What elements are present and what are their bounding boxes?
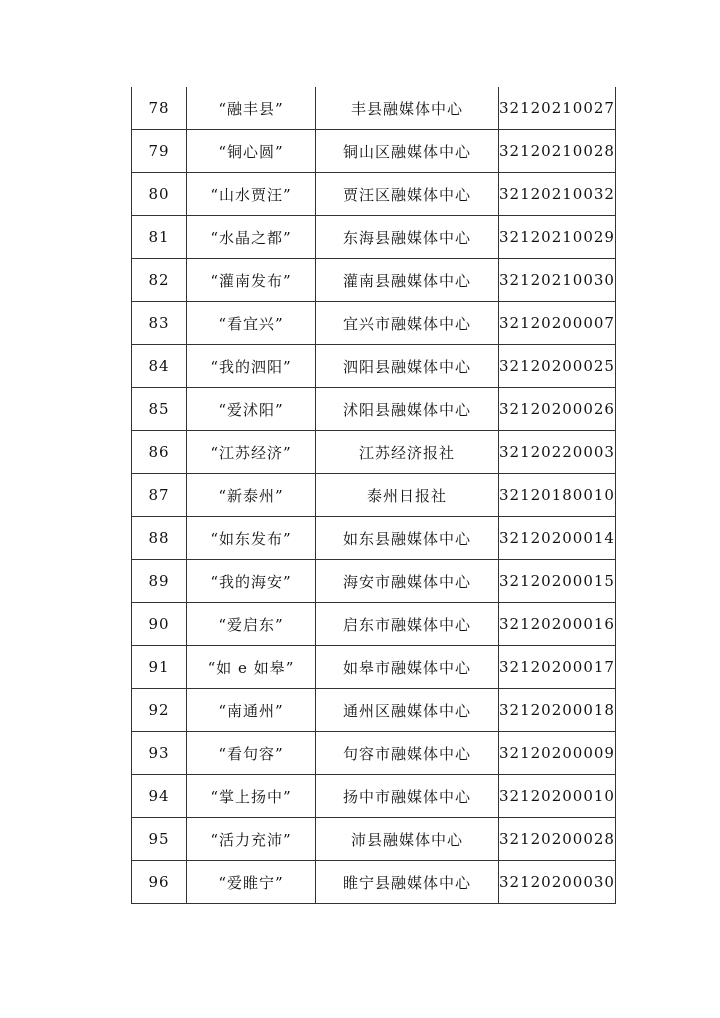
organization-name: 扬中市融媒体中心 bbox=[316, 775, 499, 818]
registration-code: 32120200025 bbox=[499, 345, 616, 388]
table-row bbox=[132, 216, 616, 259]
organization-name: 启东市融媒体中心 bbox=[316, 603, 499, 646]
organization-name: 句容市融媒体中心 bbox=[316, 732, 499, 775]
registration-code: 32120200017 bbox=[499, 646, 616, 689]
registration-code: 32120200028 bbox=[499, 818, 616, 861]
registration-code: 32120200014 bbox=[499, 517, 616, 560]
organization-name: 沛县融媒体中心 bbox=[316, 818, 499, 861]
registration-code: 32120210032 bbox=[499, 173, 616, 216]
row-number: 86 bbox=[132, 431, 187, 474]
table-row bbox=[132, 517, 616, 560]
table-row bbox=[132, 603, 616, 646]
registration-code: 32120200010 bbox=[499, 775, 616, 818]
table-row bbox=[132, 345, 616, 388]
table-row bbox=[132, 560, 616, 603]
row-number: 92 bbox=[132, 689, 187, 732]
row-number: 89 bbox=[132, 560, 187, 603]
row-number: 85 bbox=[132, 388, 187, 431]
table-row bbox=[132, 431, 616, 474]
row-number: 93 bbox=[132, 732, 187, 775]
row-number: 79 bbox=[132, 130, 187, 173]
table-row bbox=[132, 861, 616, 904]
account-name: “江苏经济” bbox=[187, 431, 316, 474]
organization-name: 通州区融媒体中心 bbox=[316, 689, 499, 732]
row-number: 80 bbox=[132, 173, 187, 216]
organization-name: 宜兴市融媒体中心 bbox=[316, 302, 499, 345]
table-row bbox=[132, 259, 616, 302]
organization-name: 沭阳县融媒体中心 bbox=[316, 388, 499, 431]
account-name: “我的泗阳” bbox=[187, 345, 316, 388]
organization-name: 东海县融媒体中心 bbox=[316, 216, 499, 259]
organization-name: 如东县融媒体中心 bbox=[316, 517, 499, 560]
account-name: “看宜兴” bbox=[187, 302, 316, 345]
account-name: “爱启东” bbox=[187, 603, 316, 646]
row-number: 81 bbox=[132, 216, 187, 259]
organization-name: 如皋市融媒体中心 bbox=[316, 646, 499, 689]
registration-code: 32120200030 bbox=[499, 861, 616, 904]
organization-name: 贾汪区融媒体中心 bbox=[316, 173, 499, 216]
table-row bbox=[132, 775, 616, 818]
account-name: “水晶之都” bbox=[187, 216, 316, 259]
row-number: 87 bbox=[132, 474, 187, 517]
registration-code: 32120200026 bbox=[499, 388, 616, 431]
organization-name: 睢宁县融媒体中心 bbox=[316, 861, 499, 904]
table-row bbox=[132, 474, 616, 517]
organization-name: 丰县融媒体中心 bbox=[316, 87, 499, 130]
registration-code: 32120200009 bbox=[499, 732, 616, 775]
row-number: 91 bbox=[132, 646, 187, 689]
media-list-table bbox=[131, 87, 616, 904]
account-name: “活力充沛” bbox=[187, 818, 316, 861]
organization-name: 灌南县融媒体中心 bbox=[316, 259, 499, 302]
account-name: “爱沭阳” bbox=[187, 388, 316, 431]
table-row bbox=[132, 732, 616, 775]
registration-code: 32120200016 bbox=[499, 603, 616, 646]
organization-name: 海安市融媒体中心 bbox=[316, 560, 499, 603]
registration-code: 32120210028 bbox=[499, 130, 616, 173]
table-row bbox=[132, 302, 616, 345]
row-number: 84 bbox=[132, 345, 187, 388]
account-name: “如东发布” bbox=[187, 517, 316, 560]
table-row bbox=[132, 87, 616, 130]
row-number: 88 bbox=[132, 517, 187, 560]
row-number: 78 bbox=[132, 87, 187, 130]
registration-code: 32120200018 bbox=[499, 689, 616, 732]
organization-name: 泗阳县融媒体中心 bbox=[316, 345, 499, 388]
table-row bbox=[132, 130, 616, 173]
organization-name: 铜山区融媒体中心 bbox=[316, 130, 499, 173]
account-name: “山水贾汪” bbox=[187, 173, 316, 216]
registration-code: 32120180010 bbox=[499, 474, 616, 517]
table-row bbox=[132, 646, 616, 689]
account-name: “我的海安” bbox=[187, 560, 316, 603]
account-name: “铜心圆” bbox=[187, 130, 316, 173]
table-row bbox=[132, 818, 616, 861]
account-name: “看句容” bbox=[187, 732, 316, 775]
account-name: “灌南发布” bbox=[187, 259, 316, 302]
table-body bbox=[132, 87, 616, 904]
row-number: 96 bbox=[132, 861, 187, 904]
row-number: 95 bbox=[132, 818, 187, 861]
table-row bbox=[132, 173, 616, 216]
account-name: “如 e 如皋” bbox=[187, 646, 316, 689]
organization-name: 泰州日报社 bbox=[316, 474, 499, 517]
account-name: “南通州” bbox=[187, 689, 316, 732]
registration-code: 32120210030 bbox=[499, 259, 616, 302]
organization-name: 江苏经济报社 bbox=[316, 431, 499, 474]
table-row bbox=[132, 388, 616, 431]
row-number: 90 bbox=[132, 603, 187, 646]
registration-code: 32120200015 bbox=[499, 560, 616, 603]
account-name: “新泰州” bbox=[187, 474, 316, 517]
account-name: “爱睢宁” bbox=[187, 861, 316, 904]
registration-code: 32120200007 bbox=[499, 302, 616, 345]
row-number: 83 bbox=[132, 302, 187, 345]
row-number: 94 bbox=[132, 775, 187, 818]
registration-code: 32120210027 bbox=[499, 87, 616, 130]
table-row bbox=[132, 689, 616, 732]
row-number: 82 bbox=[132, 259, 187, 302]
account-name: “融丰县” bbox=[187, 87, 316, 130]
registration-code: 32120210029 bbox=[499, 216, 616, 259]
registration-code: 32120220003 bbox=[499, 431, 616, 474]
account-name: “掌上扬中” bbox=[187, 775, 316, 818]
